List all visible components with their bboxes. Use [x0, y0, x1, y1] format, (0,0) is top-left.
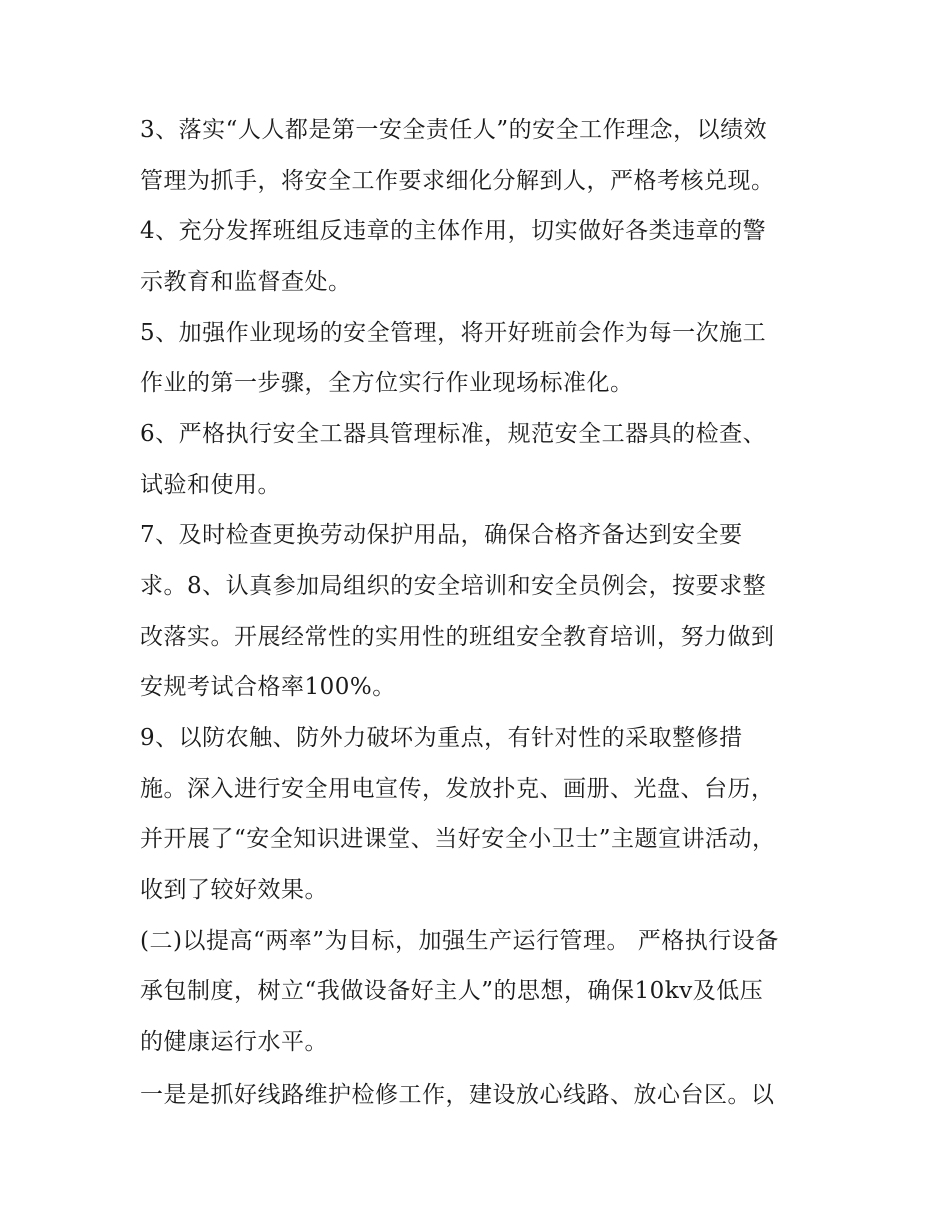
text-line-3: 4、充分发挥班组反违章的主体作用，切实做好各类违章的警: [140, 218, 767, 244]
text-line-7: 6、严格执行安全工器具管理标准，规范安全工器具的检查、: [140, 421, 767, 447]
text-line-11: 改落实。开展经常性的实用性的班组安全教育培训，努力做到: [140, 624, 775, 650]
text-line-1: 3、落实“人人都是第一安全责任人”的安全工作理念，以绩效: [140, 117, 768, 143]
text-line-5: 5、加强作业现场的安全管理，将开好班前会作为每一次施工: [140, 320, 767, 346]
text-line-20: 一是是抓好线路维护检修工作，建设放心线路、放心台区。以: [140, 1082, 775, 1108]
text-line-16: 收到了较好效果。: [140, 877, 328, 903]
text-line-9: 7、及时检查更换劳动保护用品，确保合格齐备达到安全要: [140, 522, 743, 548]
text-line-17: (二)以提高“两率”为目标，加强生产运行管理。 严格执行设备: [140, 928, 779, 954]
text-line-13: 9、以防农触、防外力破坏为重点，有针对性的采取整修措: [140, 725, 743, 751]
text-line-10: 求。8、认真参加局组织的安全培训和安全员例会，按要求整: [140, 573, 767, 599]
text-line-19: 的健康运行水平。: [140, 1029, 328, 1055]
text-line-18: 承包制度，树立“我做设备好主人”的思想，确保10kv及低压: [140, 978, 764, 1004]
text-line-2: 管理为抓手，将安全工作要求细化分解到人，严格考核兑现。: [140, 168, 775, 194]
text-line-4: 示教育和监督查处。: [140, 269, 352, 295]
text-line-12: 安规考试合格率100%。: [140, 674, 396, 700]
text-line-15: 并开展了“安全知识进课堂、当好安全小卫士”主题宣讲活动，: [140, 826, 776, 852]
text-line-14: 施。深入进行安全用电宣传，发放扑克、画册、光盘、台历，: [140, 776, 775, 802]
text-line-6: 作业的第一步骤，全方位实行作业现场标准化。: [140, 370, 634, 396]
text-line-8: 试验和使用。: [140, 472, 281, 498]
